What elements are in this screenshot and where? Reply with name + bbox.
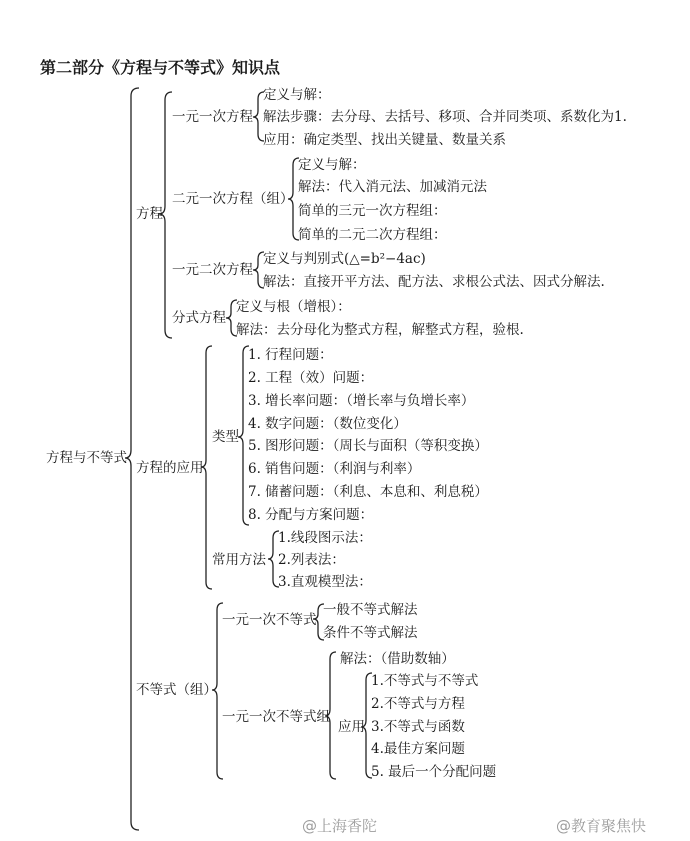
linear-ineq-item: 一般不等式解法 — [323, 602, 418, 618]
linear-one-item: 解法步骤：去分母、去括号、移项、合并同类项、系数化为1. — [263, 109, 627, 125]
node-applications: 方程的应用 — [136, 460, 204, 476]
quadratic-item: 解法：直接开平方法、配方法、求根公式法、因式分解法. — [263, 274, 605, 290]
type-item: 2. 工程（效）问题： — [248, 370, 374, 386]
type-item: 4. 数字问题：（数位变化） — [248, 416, 407, 432]
application-item: 4.最佳方案问题 — [371, 741, 465, 757]
node-application: 应用 — [338, 719, 365, 735]
linear-two-item: 定义与解： — [298, 157, 366, 173]
type-item: 7. 储蓄问题：（利息、本息和、利息税） — [248, 484, 488, 500]
node-fractional: 分式方程 — [172, 310, 226, 326]
type-item: 8. 分配与方案问题： — [248, 507, 374, 523]
application-item: 3.不等式与函数 — [371, 719, 465, 735]
node-linear-group: 一元一次不等式组 — [222, 709, 330, 725]
node-linear-one: 一元一次方程 — [172, 109, 253, 125]
quadratic-item: 定义与判别式(△=b²−4ac) — [263, 251, 426, 267]
method-item: 3.直观模型法： — [278, 574, 372, 590]
node-linear-ineq: 一元一次不等式 — [222, 612, 317, 628]
application-item: 1.不等式与不等式 — [371, 673, 479, 689]
fractional-item: 解法：去分母化为整式方程，解整式方程，验根. — [236, 322, 524, 338]
node-equations: 方程 — [136, 206, 163, 222]
type-item: 3. 增长率问题：（增长率与负增长率） — [248, 393, 475, 409]
node-root: 方程与不等式 — [46, 450, 127, 466]
node-quadratic: 一元二次方程 — [172, 262, 253, 278]
linear-two-item: 简单的三元一次方程组： — [298, 203, 447, 219]
fractional-item: 定义与根（增根）： — [236, 299, 351, 315]
type-item: 5. 图形问题：（周长与面积（等积变换） — [248, 438, 488, 454]
node-methods: 常用方法 — [212, 552, 266, 568]
application-item: 5. 最后一个分配问题 — [371, 764, 497, 780]
method-item: 2.列表法： — [278, 552, 345, 568]
linear-group-solution: 解法：（借助数轴） — [340, 651, 455, 667]
node-linear-two: 二元一次方程（组） — [172, 191, 294, 207]
page-title: 第二部分《方程与不等式》知识点 — [40, 58, 281, 77]
linear-ineq-item: 条件不等式解法 — [323, 625, 418, 641]
linear-two-item: 简单的二元二次方程组： — [298, 227, 447, 243]
node-inequalities: 不等式（组） — [136, 682, 217, 698]
linear-one-item: 定义与解： — [263, 87, 331, 103]
type-item: 6. 销售问题：（利润与利率） — [248, 461, 421, 477]
watermark-left: @上海香陀 — [302, 817, 378, 835]
linear-two-item: 解法：代入消元法、加减消元法 — [298, 179, 487, 195]
linear-one-item: 应用：确定类型、找出关键量、数量关系 — [263, 132, 506, 148]
watermark-right: @教育聚焦快 — [556, 817, 647, 835]
type-item: 1. 行程问题： — [248, 347, 333, 363]
node-types: 类型 — [212, 429, 239, 445]
method-item: 1.线段图示法： — [278, 530, 372, 546]
application-item: 2.不等式与方程 — [371, 696, 465, 712]
